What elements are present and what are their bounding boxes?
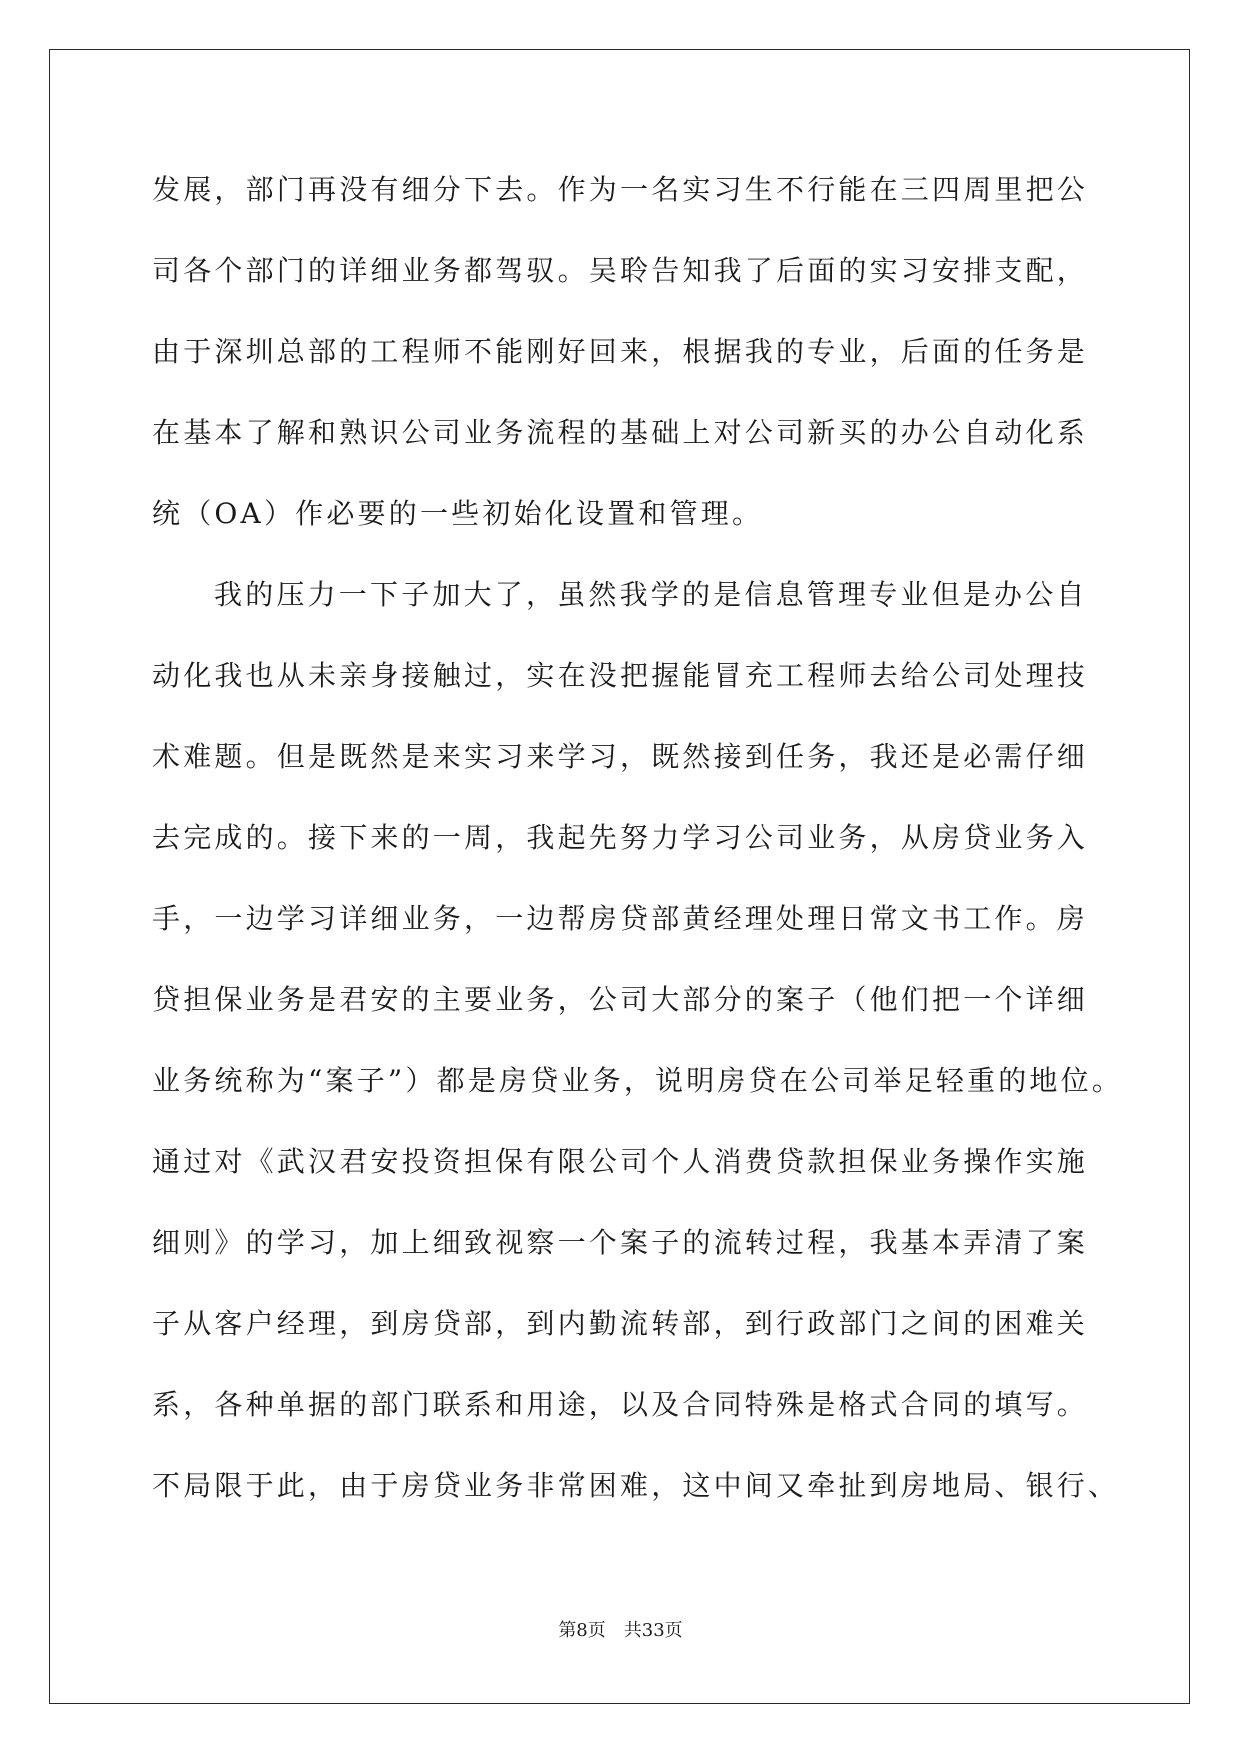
page-number: 第8页	[558, 1620, 606, 1641]
text-line: 发展，部门再没有细分下去。作为一名实习生不行能在三四周里把公	[152, 173, 1089, 206]
text-line: 司各个部门的详细业务都驾驭。吴聆告知我了后面的实习安排支配，	[152, 254, 1089, 287]
text-line: 通过对《武汉君安投资担保有限公司个人消费贷款担保业务操作实施	[152, 1145, 1089, 1178]
text-line: 系，各种单据的部门联系和用途，以及合同特殊是格式合同的填写。	[152, 1388, 1089, 1421]
text-line: 术难题。但是既然是来实习来学习，既然接到任务，我还是必需仔细	[152, 740, 1089, 773]
text-line-paragraph-start: 我的压力一下子加大了，虽然我学的是信息管理专业但是办公自	[214, 578, 1088, 611]
text-line: 业务统称为“案子”）都是房贷业务，说明房贷在公司举足轻重的地位。	[152, 1064, 1124, 1097]
text-line: 手，一边学习详细业务，一边帮房贷部黄经理处理日常文书工作。房	[152, 902, 1089, 935]
text-line: 动化我也从未亲身接触过，实在没把握能冒充工程师去给公司处理技	[152, 659, 1089, 692]
text-line: 子从客户经理，到房贷部，到内勤流转部，到行政部门之间的困难关	[152, 1307, 1089, 1340]
text-line: 统（OA）作必要的一些初始化设置和管理。	[152, 497, 764, 530]
text-line: 由于深圳总部的工程师不能刚好回来，根据我的专业，后面的任务是	[152, 335, 1089, 368]
page-total: 共33页	[623, 1620, 683, 1641]
text-line: 在基本了解和熟识公司业务流程的基础上对公司新买的办公自动化系	[152, 416, 1089, 449]
page-footer	[0, 1616, 1241, 1642]
text-line: 不局限于此，由于房贷业务非常困难，这中间又牵扯到房地局、银行、	[152, 1469, 1120, 1502]
text-line: 贷担保业务是君安的主要业务，公司大部分的案子（他们把一个详细	[152, 983, 1089, 1016]
text-line: 去完成的。接下来的一周，我起先努力学习公司业务，从房贷业务入	[152, 821, 1089, 854]
document-body	[152, 160, 1124, 1537]
text-line: 细则》的学习，加上细致视察一个案子的流转过程，我基本弄清了案	[152, 1226, 1089, 1259]
